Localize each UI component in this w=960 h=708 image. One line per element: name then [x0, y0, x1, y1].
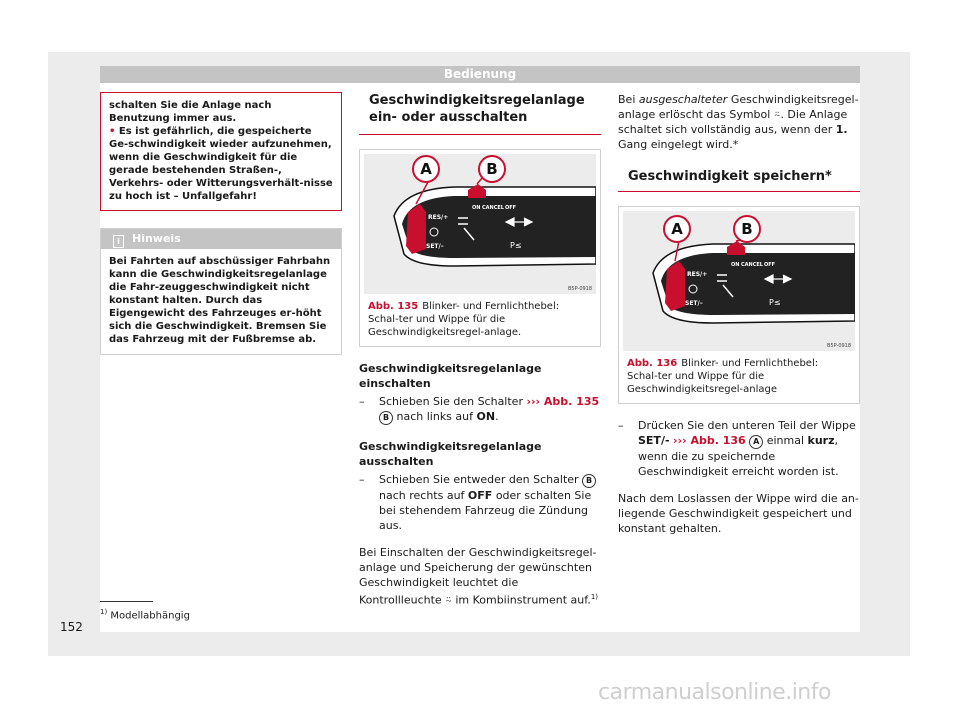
- badge-b: B: [379, 411, 393, 425]
- note-header: [101, 229, 341, 249]
- figure-link[interactable]: ››› Abb. 136: [673, 434, 746, 447]
- lever-illustration: [364, 154, 596, 294]
- figure-image: [623, 211, 855, 351]
- label-a: A: [420, 160, 432, 178]
- label-a: A: [671, 220, 683, 238]
- step-off: [359, 472, 601, 533]
- step-text: Schieben Sie den Schalter: [379, 395, 523, 408]
- figure-link[interactable]: ››› Abb. 135: [526, 395, 600, 408]
- note-title: Hinweis: [132, 232, 181, 245]
- lever-on: ON: [731, 262, 740, 268]
- step-text: nach links auf: [396, 410, 473, 423]
- step-text: , wenn die zu speichernde Geschwindigkeit erreicht worden ist.: [638, 434, 839, 478]
- page-number: 152: [60, 620, 83, 634]
- badge-b: B: [582, 474, 596, 488]
- label-b: B: [741, 220, 753, 238]
- dash: –: [618, 419, 624, 432]
- footnote-ref: 1): [590, 593, 599, 601]
- label-b: B: [486, 160, 498, 178]
- lever-res: RES/+: [687, 271, 708, 278]
- intro-bold: 1.: [835, 123, 848, 136]
- caption-text: Blinker- und Fernlichthebel: Schal-ter und Wippe für die Geschwindigkeitsregel-anlage.: [368, 301, 560, 338]
- figure-136: [618, 206, 860, 404]
- paragraph-save: Nach dem Loslassen der Wippe wird die an-liegende Geschwindigkeit gespeichert und konstant gehalten.: [618, 492, 859, 535]
- paragraph-text: Bei Einschalten der Geschwindigkeitsregel-anlage und Speicherung der gewünschten Geschwindigkeit leuchtet die Kontrollleuchte: [359, 546, 597, 607]
- step-text: einmal: [766, 434, 805, 447]
- step-on: [359, 394, 601, 425]
- figure-code: B5P-0918: [827, 343, 852, 349]
- column-2: [359, 92, 601, 608]
- paragraph-end: im Kombiinstrument auf.: [455, 593, 591, 607]
- bullet-icon: •: [109, 126, 116, 137]
- step-text: Drücken Sie den unteren Teil der Wippe: [638, 419, 856, 432]
- section-title-2: Geschwindigkeit speichern*: [618, 168, 860, 192]
- footnote: [100, 608, 190, 621]
- subheading-off: Geschwindigkeitsregelanlage ausschalten: [359, 440, 542, 468]
- warning-text-2: [109, 125, 333, 203]
- figure-135: [359, 149, 601, 347]
- step-text: Schieben Sie entweder den Schalter: [379, 473, 579, 486]
- parking-light-icon: P≤: [769, 298, 781, 307]
- step-bold: kurz: [807, 434, 835, 447]
- step-save: [618, 418, 860, 479]
- note-box: [100, 228, 342, 355]
- lever-set: SET/–: [426, 243, 444, 250]
- badge-a: A: [749, 435, 763, 449]
- lever-res: RES/+: [428, 214, 449, 221]
- cruise-control-icon: ⍨: [445, 593, 452, 607]
- step-text: nach rechts auf: [379, 489, 465, 502]
- lever-cancel: CANCEL: [741, 262, 763, 268]
- intro-text: Bei: [618, 93, 636, 106]
- footnote-number: 1): [100, 608, 108, 616]
- figure-code: B5P-0918: [568, 286, 593, 292]
- intro-text: . Die Anlage schaltet sich vollständig aus, wenn der: [618, 108, 848, 136]
- step-bold: OFF: [467, 489, 493, 502]
- step-text: oder schalten Sie bei stehendem Fahrzeug die Zündung aus.: [379, 489, 592, 532]
- warning-bullet-text: Es ist gefährlich, die gespeicherte Ge-schwindigkeit wieder aufzunehmen, wenn die Geschwindigkeit für die gerade bestehenden Straßen-, Verkehrs- oder Witterungsverhält-nisse zu hoch ist – Unfallgefahr!: [109, 126, 333, 202]
- footnote-rule: [100, 601, 153, 602]
- column-1: [100, 92, 342, 355]
- paragraph-indicator: [359, 545, 601, 608]
- info-icon: i: [113, 235, 124, 248]
- intro-paragraph: [618, 92, 860, 152]
- column-3: [618, 92, 860, 536]
- lever-off: OFF: [764, 262, 776, 268]
- step-bold: SET/-: [638, 434, 670, 447]
- instructions: [359, 361, 601, 608]
- lever-on: ON: [472, 205, 481, 211]
- intro-text: Geschwindigkeitsregel-anlage erlöscht das Symbol: [618, 93, 859, 121]
- intro-emphasis: ausgeschalteter: [638, 93, 728, 106]
- warning-text-1: schalten Sie die Anlage nach Benutzung immer aus.: [109, 100, 272, 124]
- section-title-1: Geschwindigkeitsregelanlage ein- oder ausschalten: [359, 92, 601, 135]
- instructions-save: [618, 418, 860, 536]
- figure-number: Abb. 136: [627, 358, 678, 369]
- lever-off: OFF: [505, 205, 517, 211]
- figure-caption: [360, 294, 600, 346]
- page-header: Bedienung: [100, 66, 860, 83]
- note-text: Bei Fahrten auf abschüssiger Fahrbahn kann die Geschwindigkeitsregelanlage die Fahr-zeuggeschwindigkeit nicht konstant halten. Durch das Eigengewicht des Fahrzeuges er-höht sich die Geschwindigkeit. Bremsen Sie das Fahrzeug mit der Fußbremse ab.: [109, 256, 331, 345]
- dash: –: [359, 473, 365, 486]
- lever-set: SET/–: [685, 300, 703, 307]
- lever-illustration: [623, 211, 855, 351]
- figure-number: Abb. 135: [368, 301, 419, 312]
- dash: –: [359, 395, 365, 408]
- parking-light-icon: P≤: [510, 241, 522, 250]
- lever-cancel: CANCEL: [482, 205, 504, 211]
- caption-text: Blinker- und Fernlichthebel: Schal-ter und Wippe für die Geschwindigkeitsregel-anlage: [627, 358, 819, 395]
- watermark: carmanualsonline.info: [598, 680, 831, 705]
- cruise-control-icon: ⍨: [773, 108, 781, 121]
- step-bold: ON: [476, 410, 496, 423]
- figure-image: [364, 154, 596, 294]
- subheading-on: Geschwindigkeitsregelanlage einschalten: [359, 362, 542, 390]
- warning-box: [100, 92, 342, 211]
- figure-caption: [619, 351, 859, 403]
- footnote-text: Modellabhängig: [110, 610, 190, 622]
- intro-text: Gang eingelegt wird.*: [618, 138, 739, 151]
- step-end: .: [495, 410, 499, 423]
